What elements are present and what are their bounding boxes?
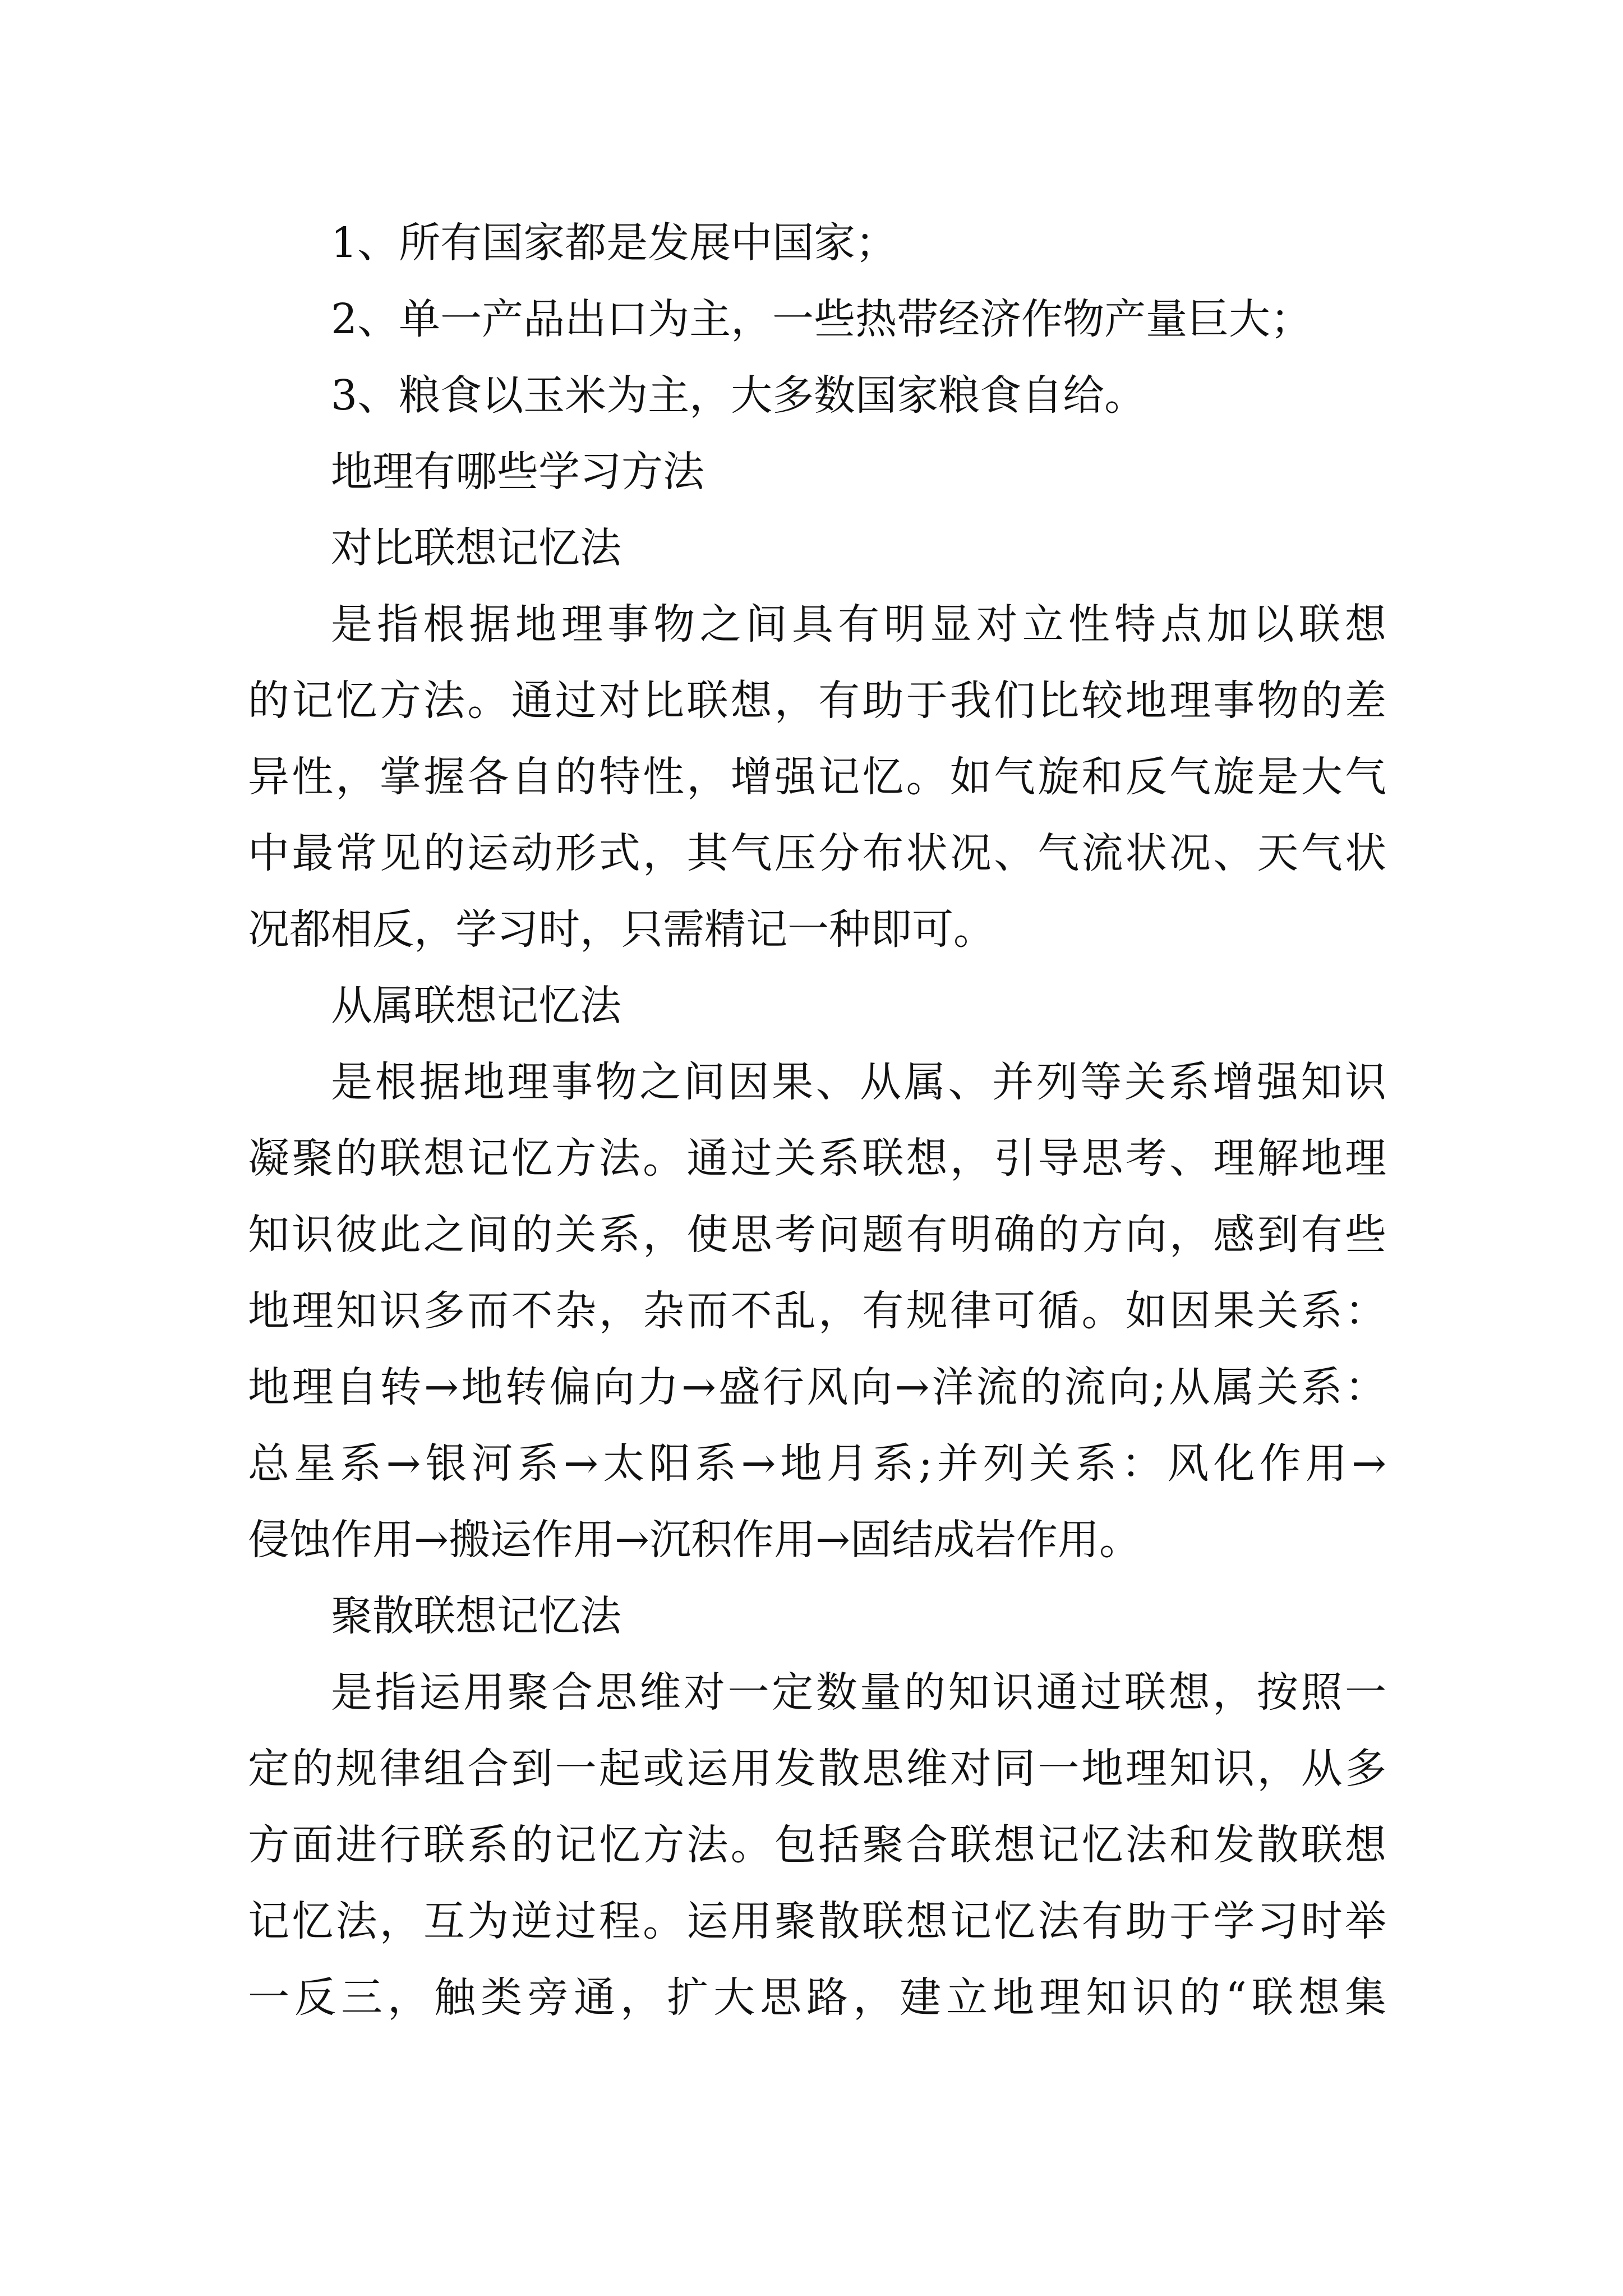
- paragraph-line: 凝聚的联想记忆方法。通过关系联想，引导思考、理解地理: [248, 1134, 1386, 1182]
- paragraph-line: 是根据地理事物之间因果、从属、并列等关系增强知识: [331, 1058, 1386, 1106]
- paragraph-line: 的记忆方法。通过对比联想，有助于我们比较地理事物的差: [248, 677, 1386, 725]
- paragraph-line: 是指运用聚合思维对一定数量的知识通过联想，按照一: [331, 1668, 1386, 1717]
- paragraph-line: 总星系→银河系→太阳系→地月系;并列关系：风化作用→: [248, 1439, 1386, 1488]
- paragraph-line: 地理知识多而不杂，杂而不乱，有规律可循。如因果关系：: [248, 1287, 1386, 1335]
- paragraph-line: 地理自转→地转偏向力→盛行风向→洋流的流向;从属关系：: [248, 1363, 1386, 1411]
- method-heading: 聚散联想记忆法: [331, 1592, 621, 1640]
- paragraph-line: 侵蚀作用→搬运作用→沉积作用→固结成岩作用。: [248, 1516, 1141, 1564]
- paragraph-line: 中最常见的运动形式，其气压分布状况、气流状况、天气状: [248, 829, 1386, 877]
- paragraph-line: 方面进行联系的记忆方法。包括聚合联想记忆法和发散联想: [248, 1821, 1386, 1869]
- list-item: 3、粮食以玉米为主，大多数国家粮食自给。: [331, 371, 1146, 420]
- paragraph-line: 异性，掌握各自的特性，增强记忆。如气旋和反气旋是大气: [248, 753, 1386, 801]
- paragraph-line: 一反三，触类旁通，扩大思路，建立地理知识的“联想集: [248, 1973, 1386, 2022]
- list-item: 1、所有国家都是发展中国家；: [331, 219, 897, 267]
- method-heading: 从属联想记忆法: [331, 982, 621, 1030]
- paragraph-line: 记忆法，互为逆过程。运用聚散联想记忆法有助于学习时举: [248, 1897, 1386, 1945]
- method-heading: 对比联想记忆法: [331, 524, 621, 572]
- paragraph-line: 知识彼此之间的关系，使思考问题有明确的方向，感到有些: [248, 1211, 1386, 1259]
- paragraph-line: 定的规律组合到一起或运用发散思维对同一地理知识，从多: [248, 1745, 1386, 1793]
- paragraph-line: 况都相反，学习时，只需精记一种即可。: [248, 905, 995, 954]
- paragraph-line: 是指根据地理事物之间具有明显对立性特点加以联想: [331, 600, 1386, 648]
- document-body: [248, 205, 1386, 2036]
- section-heading: 地理有哪些学习方法: [331, 448, 704, 496]
- list-item: 2、单一产品出口为主，一些热带经济作物产量巨大；: [331, 295, 1312, 343]
